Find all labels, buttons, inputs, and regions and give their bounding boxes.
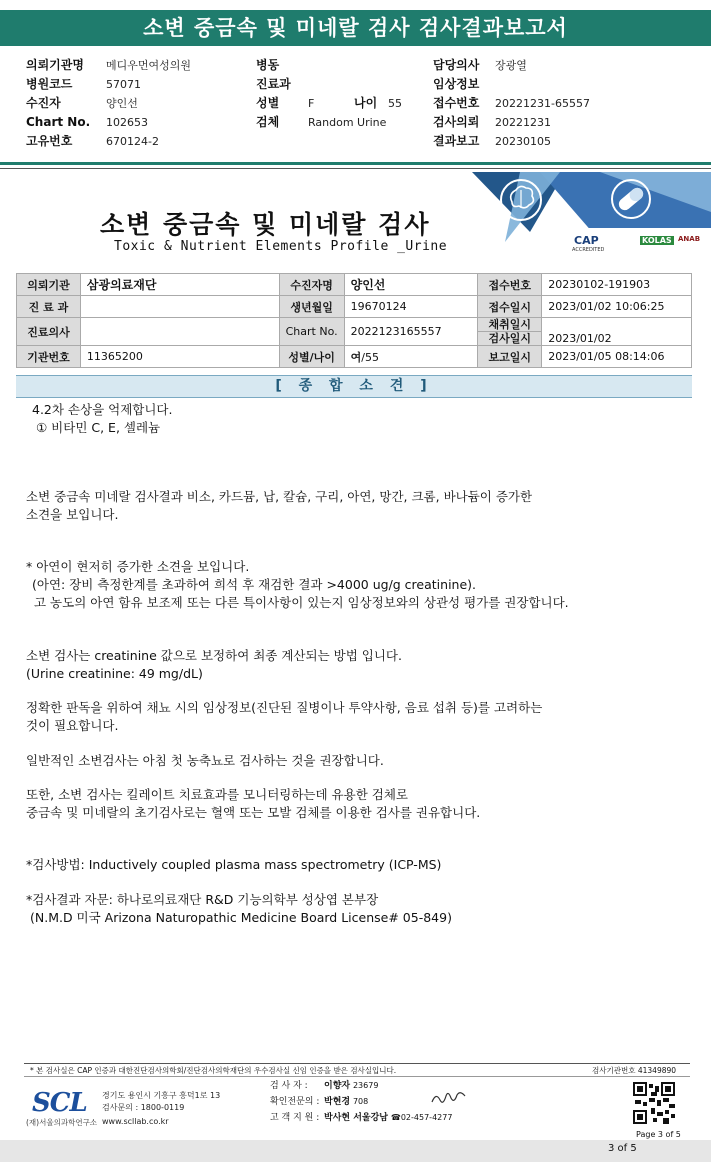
staff-number: 708: [352, 1097, 369, 1106]
header-value: 57071: [106, 78, 141, 91]
info-label: 진료의사: [17, 318, 81, 346]
staff-label: 고 객 지 원 :: [270, 1113, 320, 1123]
info-value: [80, 296, 279, 318]
header-value: 장광열: [495, 59, 527, 72]
consultant-license: (N.M.D 미국 Arizona Naturopathic Medicine Board License# 05-849): [30, 910, 452, 925]
banner-subtitle: Toxic & Nutrient Elements Profile _Urine: [114, 239, 448, 254]
anab-logo: ANAB: [678, 235, 701, 243]
info-label: 진 료 과: [17, 296, 81, 318]
header-value: 20221231: [495, 116, 551, 129]
info-value: 2023/01/02: [548, 332, 612, 345]
staff-name: 박현경: [324, 1097, 351, 1107]
header-label: 병원코드: [26, 77, 73, 91]
age-value: 55: [388, 97, 402, 110]
header-value: 메디우먼여성의원: [106, 59, 192, 72]
finding-text: (Urine creatinine: 49 mg/dL): [26, 666, 203, 681]
finding-text: 중금속 및 미네랄의 초기검사로는 혈액 또는 모발 검체를 이용한 검사를 권유합니다.: [26, 805, 481, 820]
cap-logo-sub: ACCREDITED: [572, 247, 605, 253]
scl-logo: SCL: [32, 1088, 87, 1118]
header-label: 수진자: [26, 96, 61, 110]
accreditation-notice: * 본 검사실은 CAP 인증과 대한진단검사의학회/진단검사의학재단의 우수검사실 신임 인증을 받은 검사실입니다.: [30, 1066, 397, 1075]
support-phone: ☎02-457-4277: [390, 1113, 453, 1122]
divider: [24, 1076, 690, 1077]
age-value: /55: [361, 350, 379, 364]
staff-name: 박사현 서울강남: [324, 1113, 388, 1123]
finding-text: 소견을 보입니다.: [26, 507, 119, 522]
banner-title: 소변 중금속 및 미네랄 검사: [100, 210, 431, 239]
finding-text: 정확한 판독을 위하여 채뇨 시의 임상정보(진단된 질병이나 투약사항, 음료 섭취 등)를 고려하는: [26, 700, 543, 715]
page-indicator-outer: 3 of 5: [608, 1143, 637, 1154]
header-label: 의뢰기관명: [26, 58, 84, 72]
finding-text: 소변 중금속 미네랄 검사결과 비소, 카드뮴, 납, 칼슘, 구리, 아연, 망간, 크롬, 바나듐이 증가한: [26, 489, 533, 504]
info-label: 채취일시: [478, 318, 541, 332]
staff-block: [270, 1078, 452, 1126]
divider: [0, 162, 711, 165]
finding-text: 4.2차 손상을 억제합니다.: [32, 402, 173, 417]
finding-text: 일반적인 소변검사는 아침 첫 농축뇨로 검사하는 것을 권장합니다.: [26, 753, 384, 768]
info-value: 11365200: [80, 346, 279, 368]
header-value: 670124-2: [106, 135, 159, 148]
header-label: 진료과: [256, 77, 291, 91]
signature: [430, 1090, 468, 1108]
info-label: 생년월일: [279, 296, 344, 318]
info-value: 2023/01/02 10:06:25: [542, 296, 692, 318]
staff-name: 이향자: [324, 1081, 351, 1091]
info-label: 성별/나이: [279, 346, 344, 368]
header-label: 임상정보: [433, 77, 480, 91]
cap-logo: CAP: [574, 234, 599, 247]
org-name: (재)서울의과학연구소: [26, 1118, 98, 1127]
agency-number: 검사기관번호 41349890: [592, 1066, 677, 1075]
divider: [24, 1063, 690, 1064]
info-value: 삼광의료재단: [80, 274, 279, 296]
header-label: 결과보고: [433, 134, 480, 148]
staff-number: 23679: [352, 1081, 379, 1090]
finding-text: (아연: 장비 측정한계를 초과하여 희석 후 재검한 결과 >4000 ug/g creatinine).: [32, 577, 477, 592]
header-column-1: [26, 56, 191, 151]
info-value: 2022123165557: [344, 318, 478, 346]
header-label: Chart No.: [26, 115, 91, 129]
header-label: 병동: [256, 58, 280, 72]
qr-code: [633, 1082, 675, 1124]
header-value: 102653: [106, 116, 148, 129]
info-label-stack: [478, 318, 542, 346]
lab-address-block: [102, 1090, 220, 1128]
lab-inquiry: 검사문의 : 1800-0119: [102, 1103, 185, 1112]
header-column-3: [433, 56, 590, 151]
staff-label: 검 사 자 :: [270, 1081, 308, 1091]
info-value: 2023/01/05 08:14:06: [542, 346, 692, 368]
capsule-icon: [605, 178, 657, 220]
header-value: 20221231-65557: [495, 97, 590, 110]
info-value: 20230102-191903: [542, 274, 692, 296]
info-label: 접수일시: [478, 296, 542, 318]
finding-text: 것이 필요합니다.: [26, 718, 119, 733]
info-value-stack: [542, 318, 692, 346]
info-label: 보고일시: [478, 346, 542, 368]
header-value: 양인선: [106, 97, 138, 110]
info-label: 수진자명: [279, 274, 344, 296]
consultant-text: *검사결과 자문: 하나로의료재단 R&D 기능의학부 성상엽 본부장: [26, 892, 379, 907]
info-value: [80, 318, 279, 346]
lab-website: www.scllab.co.kr: [102, 1117, 169, 1126]
header-label: 담당의사: [433, 58, 480, 72]
finding-text: ① 비타민 C, E, 셀레늄: [36, 420, 161, 435]
info-value-sex-age: [344, 346, 478, 368]
kolas-logo: KOLAS: [642, 236, 672, 245]
header-label: 검사의뢰: [433, 115, 480, 129]
finding-text: 고 농도의 아연 함유 보조제 또는 다른 특이사항이 있는지 임상정보와의 상관성 평가를 권장합니다.: [34, 595, 569, 610]
info-value: 19670124: [344, 296, 478, 318]
info-label: Chart No.: [279, 318, 344, 346]
accreditation-logos: [570, 232, 710, 256]
info-value: [548, 319, 685, 332]
age-label: 나이: [354, 96, 378, 110]
header-label: 고유번호: [26, 134, 73, 148]
header-label: 검체: [256, 115, 280, 129]
header-column-2: [256, 56, 402, 132]
info-label: 기관번호: [17, 346, 81, 368]
report-title-bar: 소변 중금속 및 미네랄 검사 검사결과보고서: [0, 10, 711, 46]
info-label: 접수번호: [478, 274, 542, 296]
staff-label: 확인전문의 :: [270, 1097, 320, 1107]
info-label: 검사일시: [488, 332, 531, 345]
finding-text: 또한, 소변 검사는 킬레이트 치료효과를 모니터링하는데 유용한 검체로: [26, 787, 408, 802]
patient-info-table: [16, 273, 692, 368]
lab-address: 경기도 용인시 기흥구 흥덕1로 13: [102, 1091, 221, 1100]
header-value: F: [308, 97, 315, 110]
header-label: 접수번호: [433, 96, 480, 110]
finding-text: 소변 검사는 creatinine 값으로 보정하여 최종 계산되는 방법 입니다.: [26, 648, 402, 663]
method-text: *검사방법: Inductively coupled plasma mass spectrometry (ICP-MS): [26, 857, 442, 872]
page-indicator-inner: Page 3 of 5: [636, 1130, 681, 1139]
info-label: 의뢰기관: [17, 274, 81, 296]
header-value: Random Urine: [308, 116, 387, 129]
sex-value: 여: [350, 350, 362, 364]
finding-text: * 아연이 현저히 증가한 소견을 보입니다.: [26, 559, 250, 574]
summary-section-title: [ 종 합 소 견 ]: [16, 375, 692, 398]
brain-icon: [498, 178, 544, 222]
header-label: 성별: [256, 96, 280, 110]
info-value: 양인선: [344, 274, 478, 296]
divider: [0, 168, 711, 169]
header-value: 20230105: [495, 135, 551, 148]
